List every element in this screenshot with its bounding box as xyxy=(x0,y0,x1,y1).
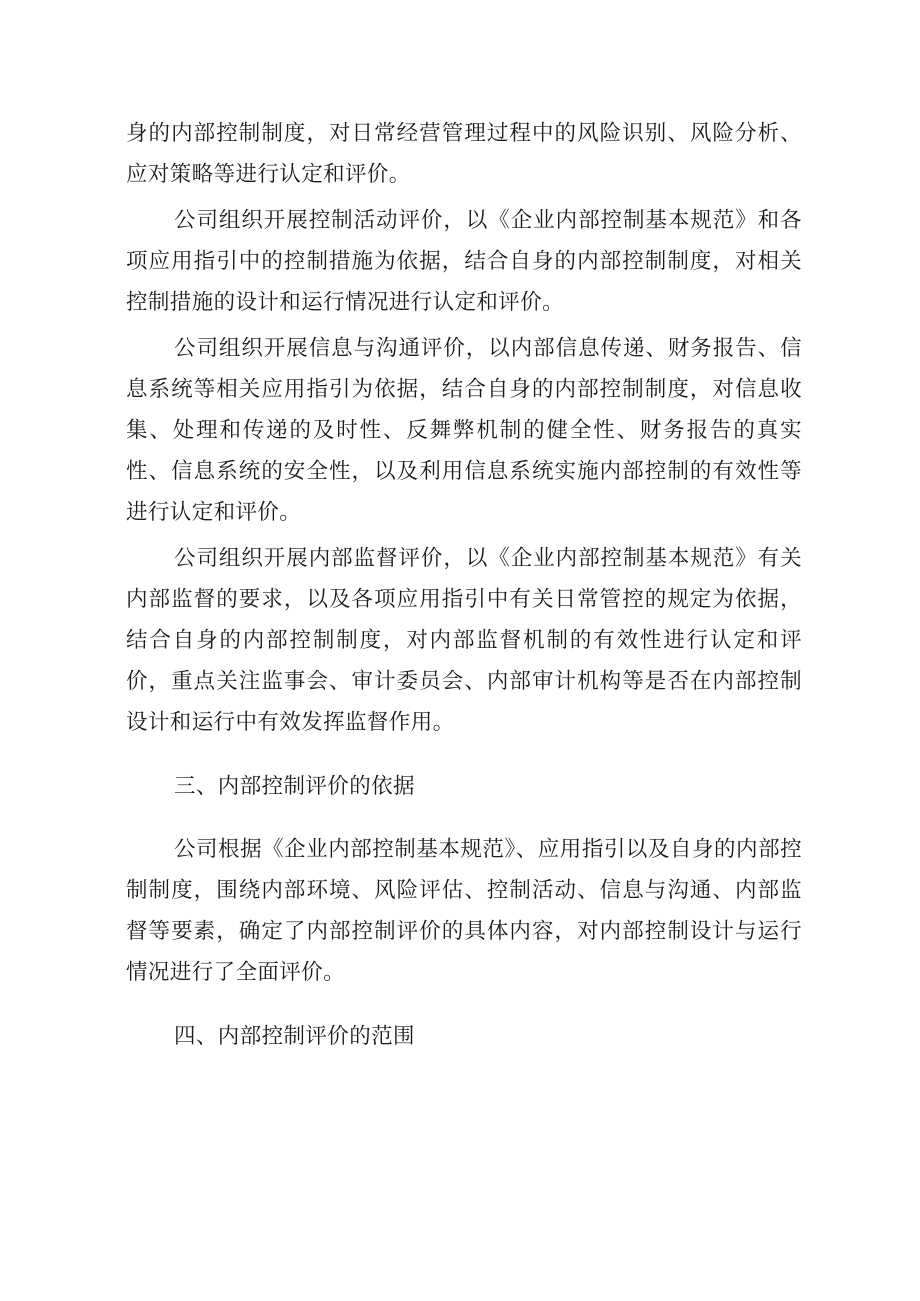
paragraph-control-activities: 公司组织开展控制活动评价，以《企业内部控制基本规范》和各项应用指引中的控制措施为依据，结合自身的内部控制制度，对相关控制措施的设计和运行情况进行认定和评价。 xyxy=(126,208,802,315)
document-body xyxy=(126,113,802,1057)
paragraph-evaluation-basis: 公司根据《企业内部控制基本规范》、应用指引以及自身的内部控制制度，围绕内部环境、风险评估、控制活动、信息与沟通、内部监督等要素，确定了内部控制评价的具体内容，对内部控制设计与运行情况进行了全面评价。 xyxy=(126,837,802,985)
paragraph-internal-supervision: 公司组织开展内部监督评价，以《企业内部控制基本规范》有关内部监督的要求，以及各项应用指引中有关日常管控的规定为依据，结合自身的内部控制制度，对内部监督机制的有效性进行认定和评价，重点关注监事会、审计委员会、内部审计机构等是否在内部控制设计和运行中有效发挥监督作用。 xyxy=(126,546,802,735)
paragraph-risk-assessment-continued: 身的内部控制制度，对日常经营管理过程中的风险识别、风险分析、应对策略等进行认定和评价。 xyxy=(126,121,802,187)
paragraph-information-communication: 公司组织开展信息与沟通评价，以内部信息传递、财务报告、信息系统等相关应用指引为依据，结合自身的内部控制制度，对信息收集、处理和传递的及时性、反舞弊机制的健全性、财务报告的真实性、信息系统的安全性，以及利用信息系统实施内部控制的有效性等进行认定和评价。 xyxy=(126,336,802,525)
section-heading-scope: 四、内部控制评价的范围 xyxy=(174,1024,415,1049)
section-heading-basis: 三、内部控制评价的依据 xyxy=(174,774,415,799)
